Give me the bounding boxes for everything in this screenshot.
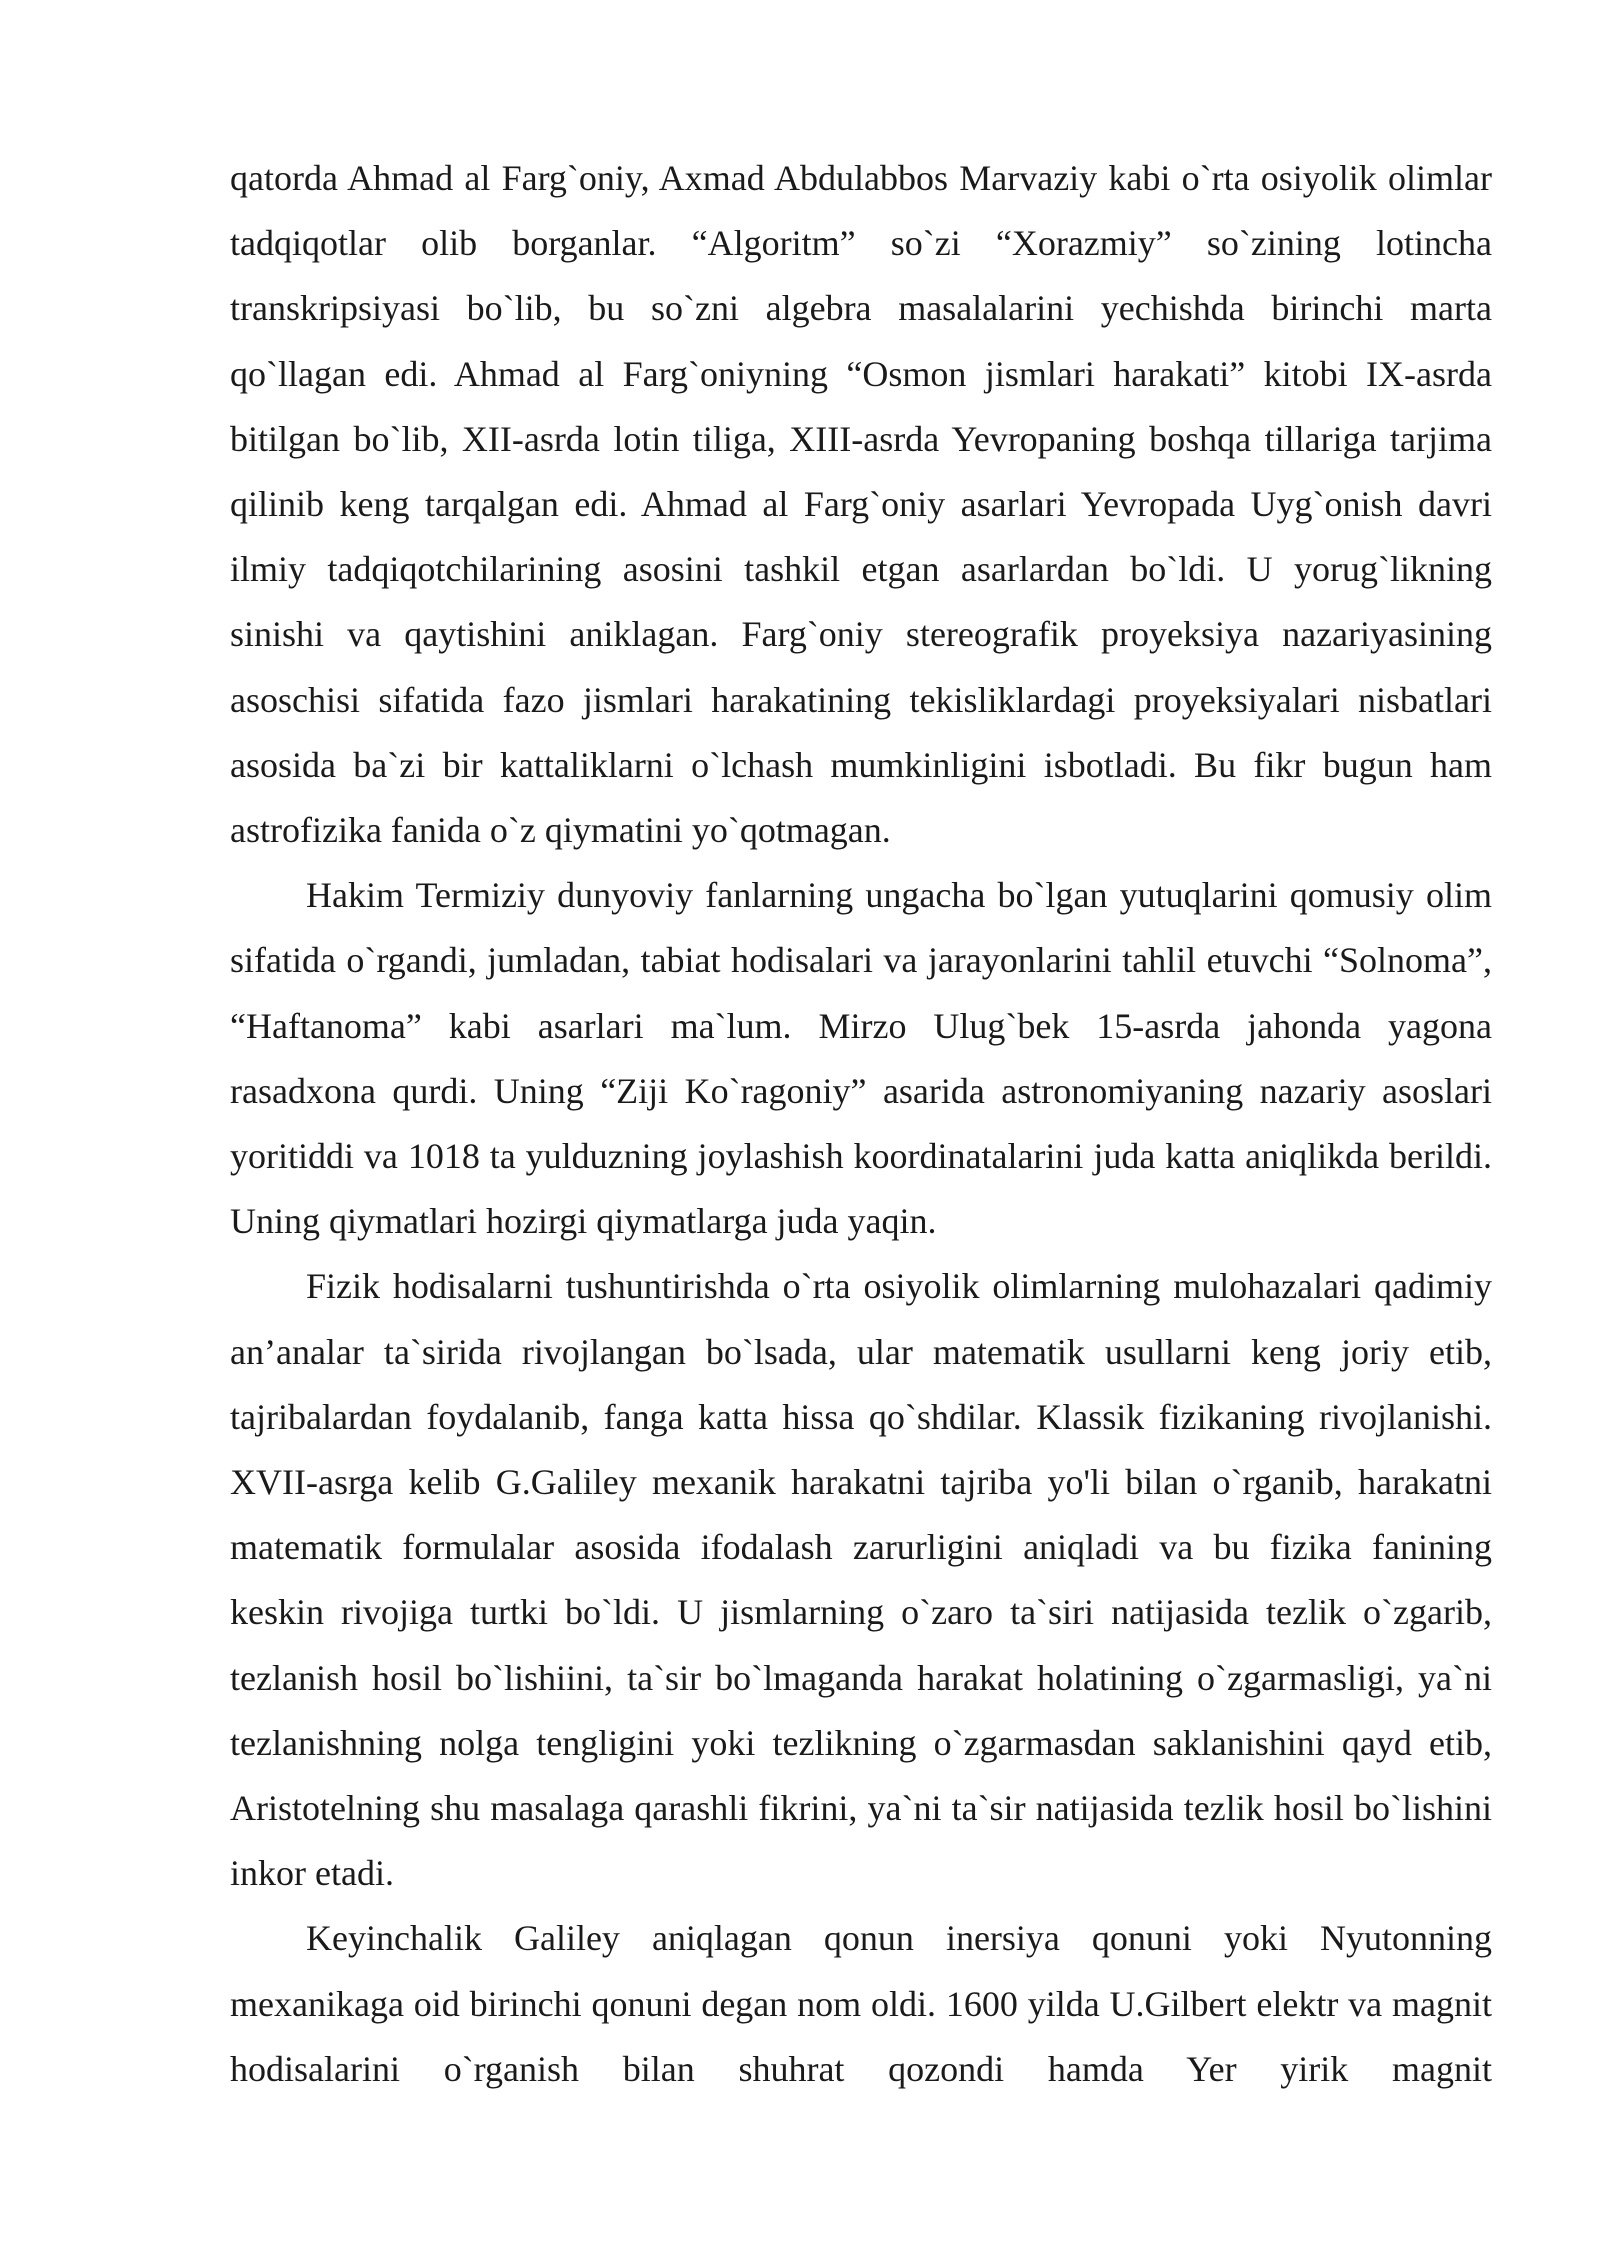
paragraph-continuation: qatorda Ahmad al Farg`oniy, Axmad Abdulabbos Marvaziy kabi o`rta osiyolik olimlar tadqiqotlar olib borganlar. “Algoritm” so`zi “Xorazmiy” so`zining lotincha transkripsiyasi bo`lib, bu so`zni algebra masalalarini yechishda birinchi marta qo`llagan edi. Ahmad al Farg`oniyning “Osmon jismlari harakati” kitobi IX-asrda bitilgan bo`lib, XII-asrda lotin tiliga, XIII-asrda Yevropaning boshqa tillariga tarjima qilinib keng tarqalgan edi. Ahmad al Farg`oniy asarlari Yevropada Uyg`onish davri ilmiy tadqiqotchilarining asosini tashkil etgan asarlardan bo`ldi. U yorug`likning sinishi va qaytishini aniklagan. Farg`oniy stereografik proyeksiya nazariyasining asoschisi sifatida fazo jismlari harakatining tekisliklardagi proyeksiyalari nisbatlari asosida ba`zi bir kattaliklarni o`lchash mumkinligini isbotladi. Bu fikr bugun ham astrofizika fanida o`z qiymatini yo`qotmagan. — [230, 158, 1492, 851]
paragraph-hakim-termiziy: Hakim Termiziy dunyoviy fanlarning ungacha bo`lgan yutuqlarini qomusiy olim sifatida o`rgandi, jumladan, tabiat hodisalari va jarayonlarini tahlil etuvchi “Solnoma”, “Haftanoma” kabi asarlari ma`lum. Mirzo Ulug`bek 15-asrda jahonda yagona rasadxona qurdi. Uning “Ziji Ko`ragoniy” asarida astronomiyaning nazariy asoslari yoritiddi va 1018 ta yulduzning joylashish koordinatalarini juda katta aniqlikda berildi. Uning qiymatlari hozirgi qiymatlarga juda yaqin. — [230, 875, 1492, 1242]
paragraph-galiley-qonuni: Keyinchalik Galiley aniqlagan qonun inersiya qonuni yoki Nyutonning mexanikaga oid birinchi qonuni degan nom oldi. 1600 yilda U.Gilbert elektr va magnit hodisalarini o`rganish bilan shuhrat qozondi hamda Yer yirik magnit — [230, 1918, 1492, 2089]
paragraph-fizik-hodisalar: Fizik hodisalarni tushuntirishda o`rta osiyolik olimlarning mulohazalari qadimiy an’analar ta`sirida rivojlangan bo`lsada, ular matematik usullarni keng joriy etib, tajribalardan foydalanib, fanga katta hissa qo`shdilar. Klassik fizikaning rivojlanishi. XVII-asrga kelib G.Galiley mexanik harakatni tajriba yo'li bilan o`rganib, harakatni matematik formulalar asosida ifodalash zarurligini aniqladi va bu fizika fanining keskin rivojiga turtki bo`ldi. U jismlarning o`zaro ta`siri natijasida tezlik o`zgarib, tezlanish hosil bo`lishiini, ta`sir bo`lmaganda harakat holatining o`zgarmasligi, ya`ni tezlanishning nolga tengligini yoki tezlikning o`zgarmasdan saklanishini qayd etib, Aristotelning shu masalaga qarashli fikrini, ya`ni ta`sir natijasida tezlik hosil bo`lishini inkor etadi. — [230, 1266, 1492, 1894]
body-text — [230, 146, 1492, 2102]
